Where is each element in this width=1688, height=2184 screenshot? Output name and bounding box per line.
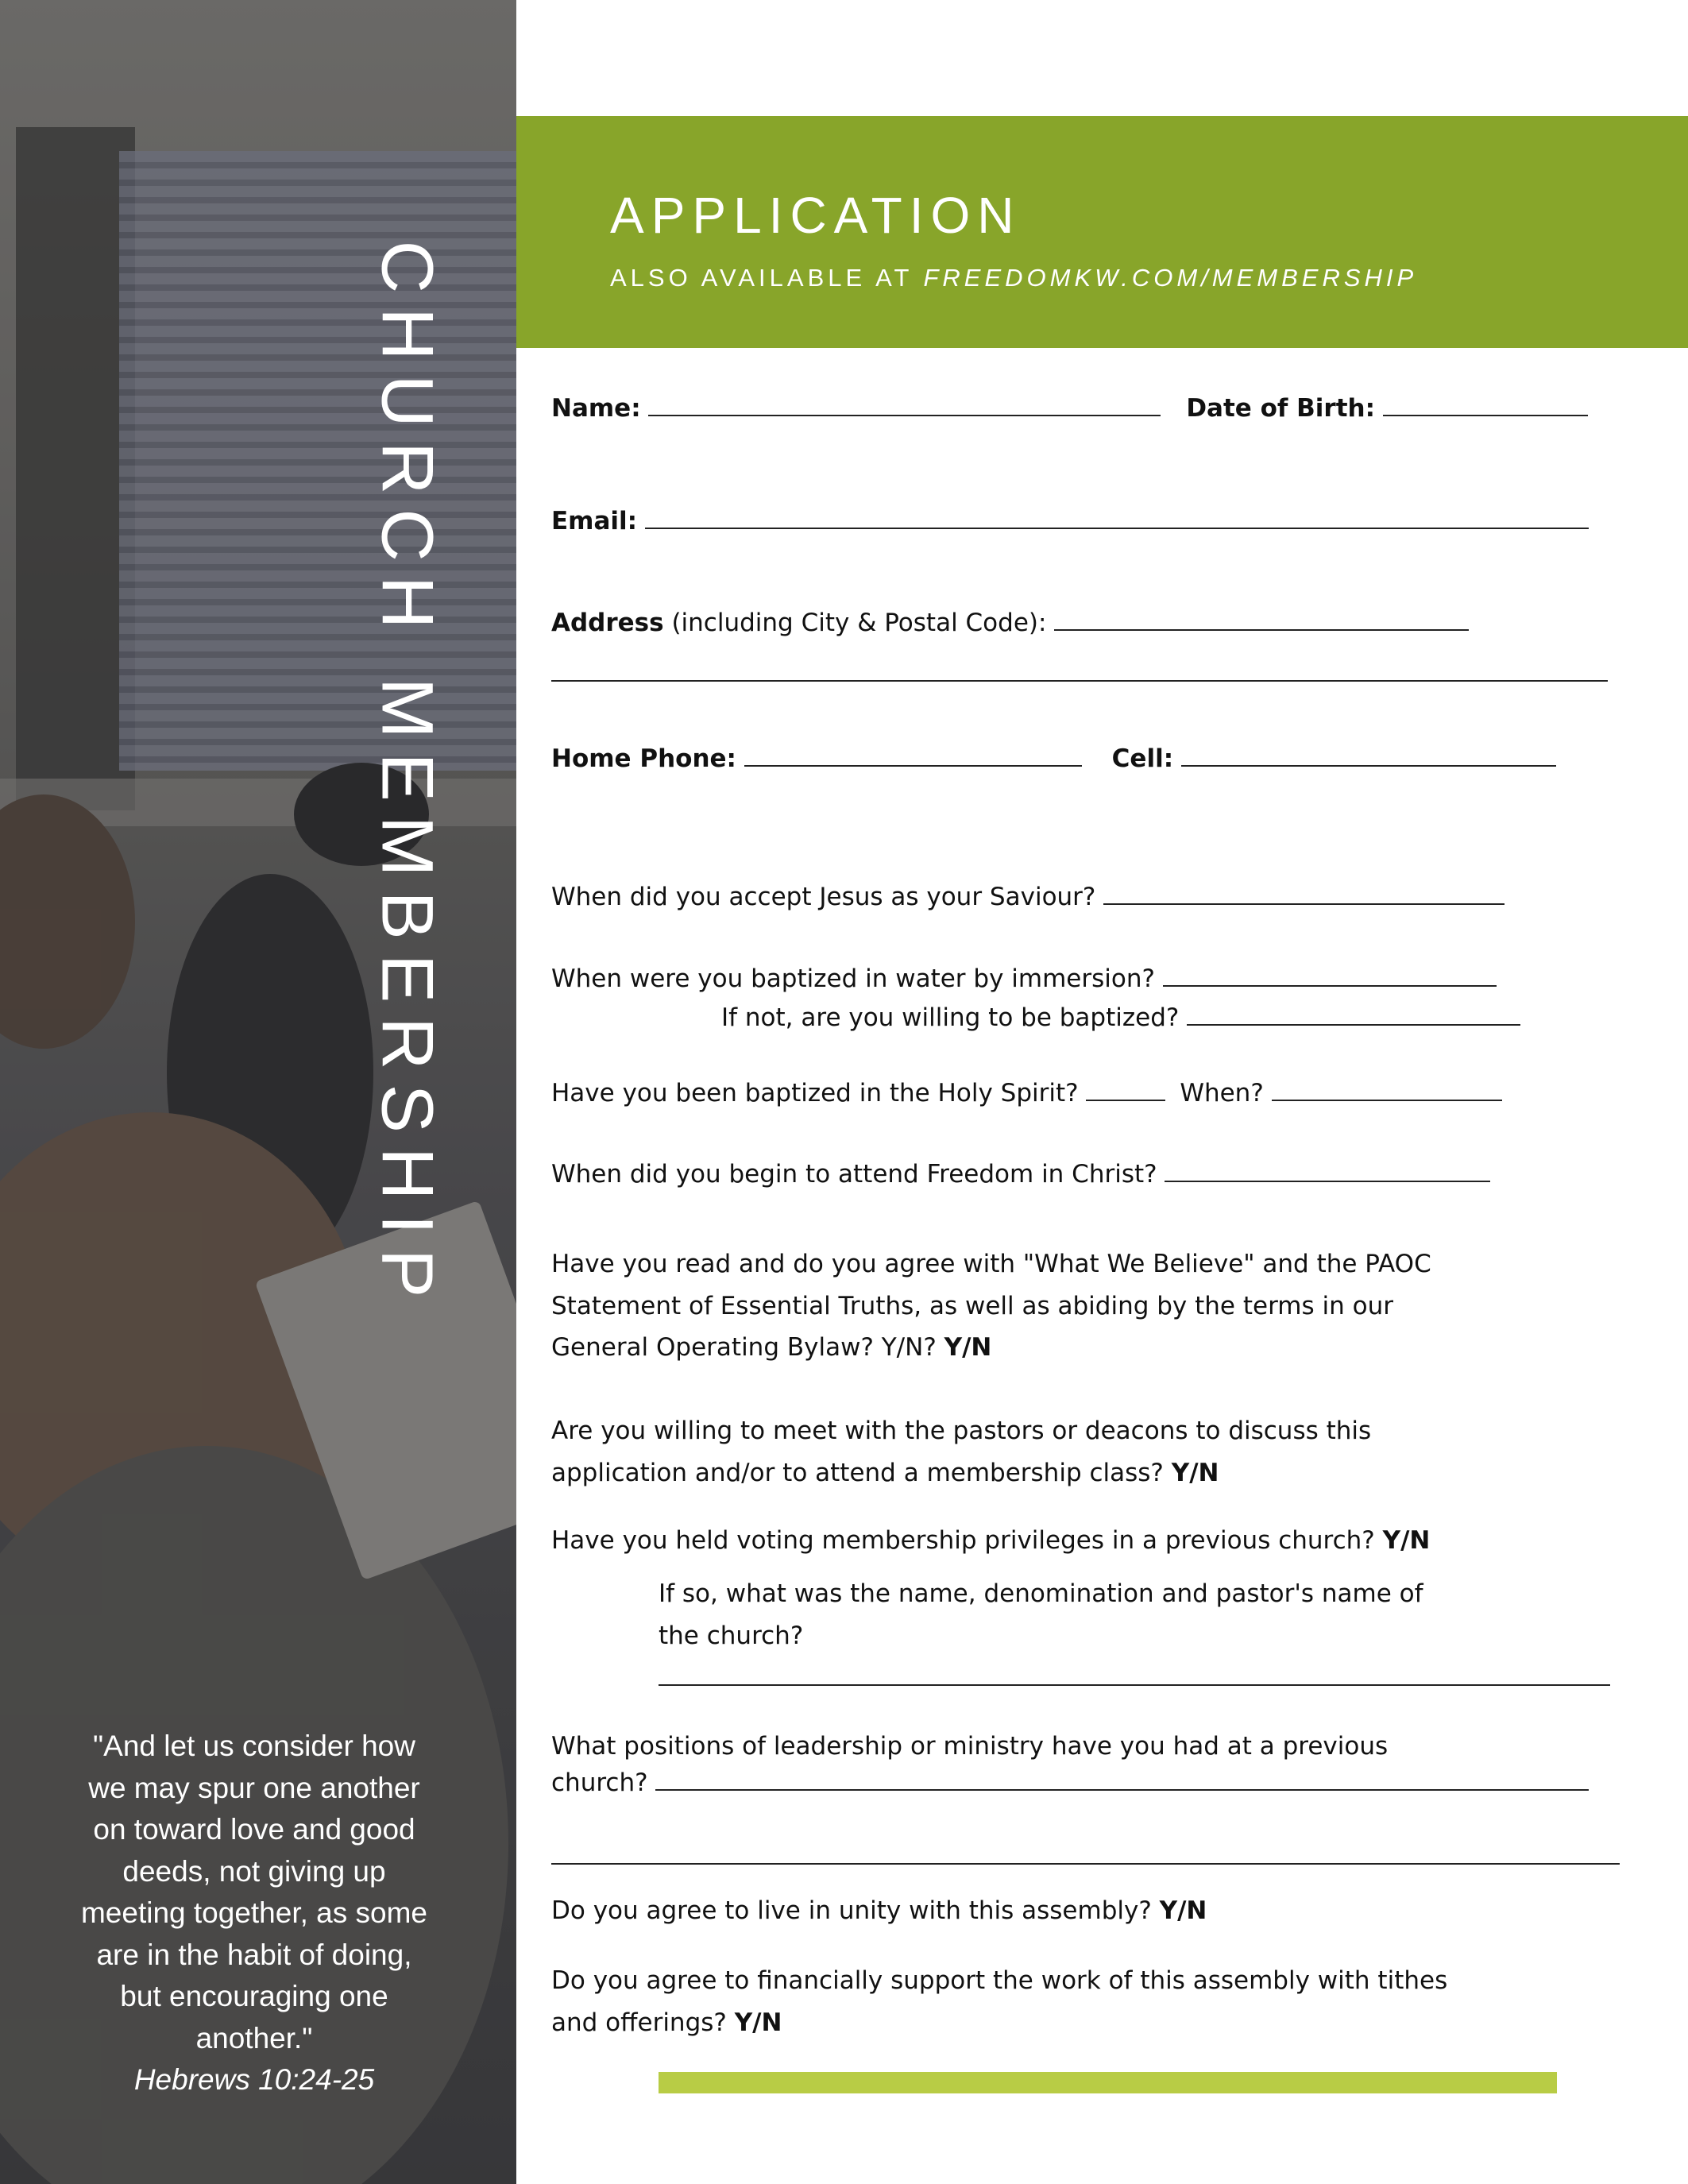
home-phone-input[interactable] <box>744 743 1082 767</box>
voting-question <box>551 1526 1430 1555</box>
believe-question <box>551 1243 1431 1369</box>
sidebar-photo <box>0 0 516 2184</box>
attend-question: When did you begin to attend Freedom in Christ? <box>551 1160 1157 1189</box>
scripture-quote <box>32 1726 477 2101</box>
address-input[interactable] <box>1054 607 1469 631</box>
leadership-input-line2[interactable] <box>551 1863 1620 1865</box>
holy-spirit-when-input[interactable] <box>1272 1077 1502 1101</box>
phone-row <box>551 743 1556 773</box>
subtitle-prefix: ALSO AVAILABLE AT <box>610 264 924 292</box>
question-line: Do you agree to live in unity with this assembly? <box>551 1896 1160 1925</box>
email-label: Email: <box>551 507 638 535</box>
voting-followup <box>659 1573 1423 1656</box>
quote-line: "And let us consider how <box>93 1730 415 1762</box>
accept-input[interactable] <box>1103 881 1505 905</box>
leadership-question <box>551 1728 1589 1801</box>
holy-spirit-row <box>551 1077 1502 1107</box>
quote-line: but encouraging one <box>120 1980 388 2012</box>
address-input-line2[interactable] <box>551 680 1608 682</box>
previous-church-input[interactable] <box>659 1684 1610 1686</box>
accept-row <box>551 881 1505 911</box>
accept-question: When did you accept Jesus as your Saviour? <box>551 883 1096 911</box>
address-row <box>551 607 1469 637</box>
finance-question <box>551 1960 1447 2043</box>
willing-question: If not, are you willing to be baptized? <box>721 1003 1180 1032</box>
question-line: Have you held voting membership privileges in a previous church? <box>551 1526 1383 1555</box>
quote-line: on toward love and good <box>93 1813 415 1846</box>
question-line: application and/or to attend a membership class? <box>551 1458 1172 1487</box>
question-line: General Operating Bylaw? Y/N? <box>551 1333 944 1362</box>
when-label: When? <box>1180 1079 1264 1107</box>
question-line: Have you read and do you agree with "What We Believe" and the PAOC <box>551 1250 1431 1278</box>
yn-answer[interactable]: Y/N <box>734 2008 782 2037</box>
yn-answer[interactable]: Y/N <box>1382 1526 1431 1555</box>
question-line: Do you agree to financially support the work of this assembly with tithes <box>551 1966 1448 1995</box>
membership-link[interactable]: FREEDOMKW.COM/MEMBERSHIP <box>923 264 1418 292</box>
name-input[interactable] <box>648 392 1161 416</box>
attend-row <box>551 1158 1490 1189</box>
question-line: Are you willing to meet with the pastors or deacons to discuss this <box>551 1417 1372 1445</box>
footer-accent-bar <box>659 2072 1557 2093</box>
baptized-question: When were you baptized in water by immersion? <box>551 964 1155 993</box>
baptized-input[interactable] <box>1163 963 1497 987</box>
quote-reference: Hebrews 10:24-25 <box>133 2063 375 2096</box>
address-label: Address <box>551 609 664 637</box>
email-input[interactable] <box>645 505 1589 529</box>
willing-input[interactable] <box>1187 1002 1520 1026</box>
subtitle <box>610 264 1417 292</box>
email-row <box>551 505 1589 535</box>
meet-question <box>551 1410 1371 1494</box>
question-line: Statement of Essential Truths, as well as abiding by the terms in our <box>551 1291 1393 1320</box>
quote-line: deeds, not giving up <box>122 1854 386 1888</box>
holy-spirit-question: Have you been baptized in the Holy Spirit? <box>551 1079 1079 1107</box>
unity-question <box>551 1896 1207 1925</box>
question-line: and offerings? <box>551 2008 735 2037</box>
yn-answer[interactable]: Y/N <box>1159 1896 1207 1925</box>
yn-answer[interactable]: Y/N <box>1171 1458 1219 1487</box>
quote-line: are in the habit of doing, <box>96 1938 412 1971</box>
question-line: the church? <box>659 1621 804 1650</box>
address-note: (including City & Postal Code): <box>663 609 1047 637</box>
question-line: What positions of leadership or ministry have you had at a previous <box>551 1732 1389 1761</box>
quote-line: meeting together, as some <box>80 1896 428 1929</box>
header-banner <box>516 116 1688 348</box>
name-row <box>551 392 1588 423</box>
name-label: Name: <box>551 394 641 423</box>
dob-label: Date of Birth: <box>1186 394 1376 423</box>
cell-input[interactable] <box>1181 743 1556 767</box>
attend-input[interactable] <box>1165 1158 1490 1182</box>
question-line: church? <box>551 1768 648 1797</box>
quote-line: another." <box>195 2021 313 2055</box>
baptized-row <box>551 963 1497 993</box>
cell-label: Cell: <box>1111 744 1174 773</box>
willing-row <box>721 1002 1520 1032</box>
home-phone-label: Home Phone: <box>551 744 736 773</box>
holy-spirit-input[interactable] <box>1086 1077 1165 1101</box>
quote-line: we may spur one another <box>88 1771 420 1804</box>
dob-input[interactable] <box>1383 392 1588 416</box>
page-title: APPLICATION <box>610 187 1022 244</box>
vertical-title: CHURCH MEMBERSHIP <box>366 240 448 1312</box>
yn-answer[interactable]: Y/N <box>944 1333 992 1362</box>
question-line: If so, what was the name, denomination and pastor's name of <box>659 1579 1423 1608</box>
leadership-input[interactable] <box>655 1767 1589 1791</box>
